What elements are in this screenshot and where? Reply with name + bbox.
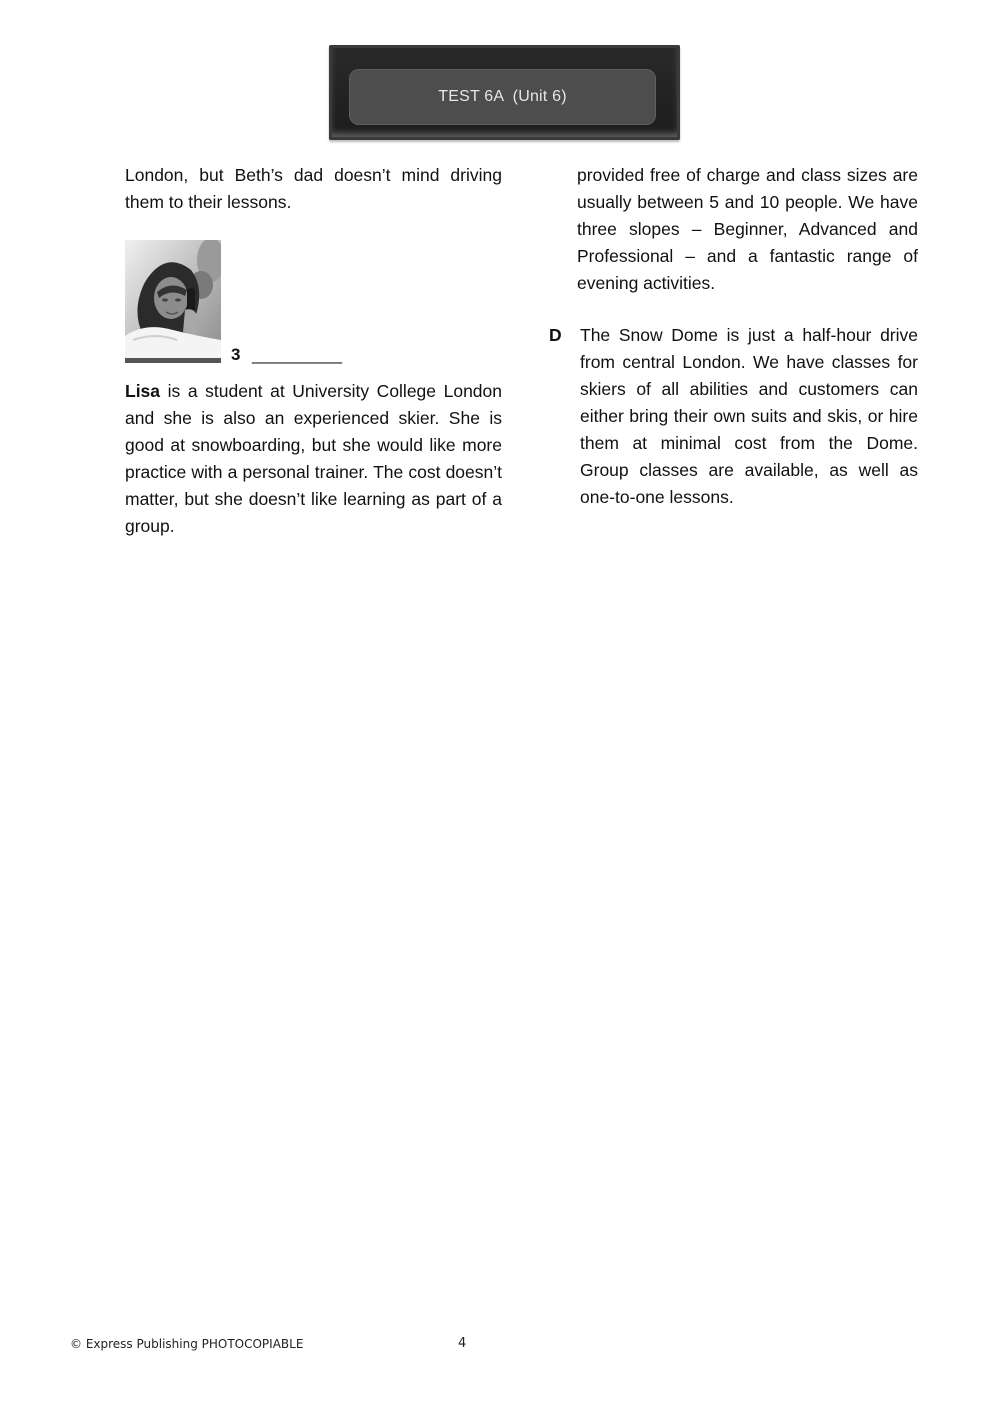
left-intro-paragraph: London, but Beth’s dad doesn’t mind driving them to their lessons. xyxy=(125,165,502,212)
header-title-panel xyxy=(349,69,656,125)
item-number: 3 xyxy=(231,345,241,364)
lisa-name: Lisa xyxy=(125,381,161,401)
photo-of-girl-on-phone-icon xyxy=(125,240,221,363)
lisa-description: is a student at University College London and she is also an experienced skier. She is good at snowboarding, but she would like more practice with a personal trainer. The cost doesn’t matter, but she doesn’t like learning as part of a group. xyxy=(125,381,502,536)
option-d-paragraph: The Snow Dome is just a half-hour drive from central London. We have classes for skiers of all abilities and customers can either bring their own suits and skis, or hire them at minimal cost from the Dome. Group classes are available, as well as one-to-one lessons. xyxy=(580,325,918,507)
footer-copyright: © Express Publishing PHOTOCOPIABLE xyxy=(70,1337,304,1351)
header-banner xyxy=(329,45,680,140)
option-letter-d: D xyxy=(549,325,562,345)
footer-page-number: 4 xyxy=(458,1336,467,1351)
page-title: TEST 6A (Unit 6) xyxy=(438,88,567,105)
right-top-paragraph: provided free of charge and class sizes are usually between 5 and 10 people. We have three slopes – Beginner, Advanced and Professional – and a fantastic range of evening activities. xyxy=(577,165,918,293)
lisa-paragraph xyxy=(125,378,502,540)
answer-blank[interactable]: __________ xyxy=(252,345,342,364)
